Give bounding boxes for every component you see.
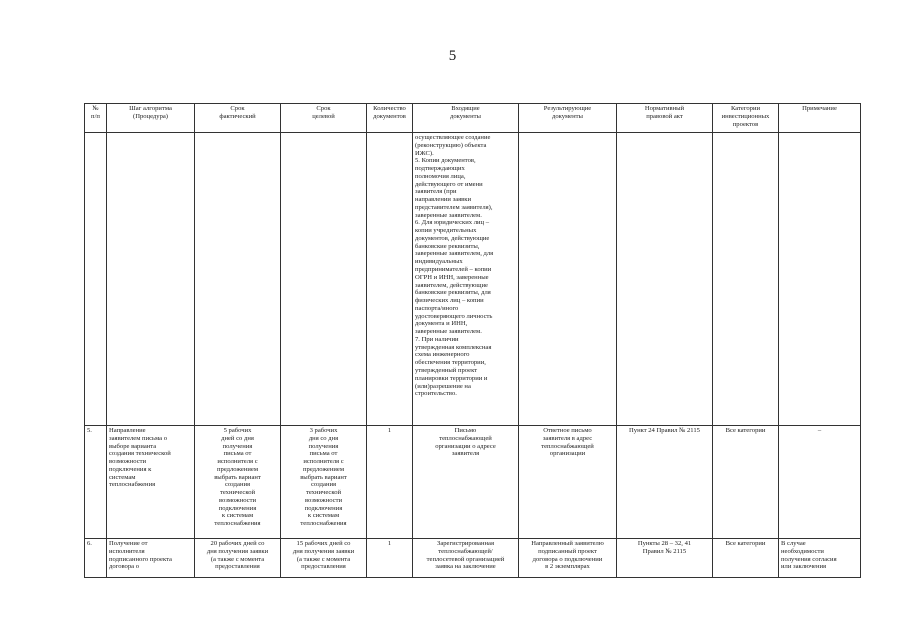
cell-term-actual: 5 рабочих дней со дня получения письма от исполнителя с предложением выбрать вариант создания технической возможности подключения к системам теплоснабжения	[195, 426, 281, 539]
table-row-continuation	[85, 133, 861, 426]
header-number: № п/п	[85, 104, 107, 133]
cell-result-docs: Ответное письмо заявителя в адрес теплоснабжающей организации	[519, 426, 617, 539]
cell-legal-act	[617, 133, 713, 426]
cell-result-docs: Направленный заявителю подписанный проект договора о подключении в 2 экземплярах	[519, 539, 617, 578]
cell-incoming-docs: Письмо теплоснабжающей организации о адресе заявителя	[413, 426, 519, 539]
page-number: 5	[448, 48, 457, 64]
cell-term-target: 3 рабочих дня со дня получения письма от исполнителя с предложением выбрать вариант создания технической возможности подключения к системам теплоснабжения	[281, 426, 367, 539]
procedure-table	[84, 103, 861, 578]
cell-number: 5.	[85, 426, 107, 539]
cell-legal-act: Пункт 24 Правил № 2115	[617, 426, 713, 539]
cell-note: В случае необходимости получения согласия или заключения	[779, 539, 861, 578]
cell-legal-act: Пункты 28 – 32, 41 Правил № 2115	[617, 539, 713, 578]
header-doc-count: Количество документов	[367, 104, 413, 133]
cell-categories	[713, 133, 779, 426]
cell-step	[107, 133, 195, 426]
header-step: Шаг алгоритма (Процедура)	[107, 104, 195, 133]
table-header-row	[85, 104, 861, 133]
cell-note	[779, 133, 861, 426]
header-categories: Категории инвестиционных проектов	[713, 104, 779, 133]
header-note: Примечание	[779, 104, 861, 133]
cell-categories: Все категории	[713, 426, 779, 539]
header-result-docs: Результирующие документы	[519, 104, 617, 133]
cell-doc-count: 1	[367, 539, 413, 578]
header-legal-act: Нормативный правовой акт	[617, 104, 713, 133]
cell-step: Направление заявителем письма о выборе варианта создания технической возможности подключения к системам теплоснабжения	[107, 426, 195, 539]
cell-number: 6.	[85, 539, 107, 578]
cell-term-target	[281, 133, 367, 426]
cell-categories: Все категории	[713, 539, 779, 578]
cell-doc-count	[367, 133, 413, 426]
table-row	[85, 539, 861, 578]
cell-step: Получение от исполнителя подписанного проекта договора о	[107, 539, 195, 578]
cell-doc-count: 1	[367, 426, 413, 539]
header-incoming-docs: Входящие документы	[413, 104, 519, 133]
cell-incoming-docs: Зарегистрированная теплоснабжающей/ теплосетевой организацией заявка на заключение	[413, 539, 519, 578]
header-term-actual: Срок фактический	[195, 104, 281, 133]
cell-incoming-docs: осуществляющее создание (реконструкцию) объекта ИЖС). 5. Копии документов, подтверждающих полномочия лица, действующего от имени заявителя (при направлении заявки представителем заявителя), заверенные заявителем. 6. Для юридических лиц – копии учредительных документов, действующие банковские реквизиты, заверенные заявителем, для индивидуальных предпринимателей – копии ОГРН и ИНН, заверенные заявителем, действующие банковские реквизиты, для физических лиц – копии паспорта/иного удостоверяющего личность документа и ИНН, заверенные заявителем. 7. При наличии утвержденная комплексная схема инженерного обеспечения территории, утвержденный проект планировки территории и (или)разрешение на строительство.	[413, 133, 519, 426]
cell-term-actual: 20 рабочих дней со дня получения заявки (а также с момента предоставления	[195, 539, 281, 578]
cell-term-target: 15 рабочих дней со дня получения заявки (а также с момента предоставления	[281, 539, 367, 578]
header-term-target: Срок целевой	[281, 104, 367, 133]
cell-term-actual	[195, 133, 281, 426]
cell-note: –	[779, 426, 861, 539]
table-row	[85, 426, 861, 539]
cell-result-docs	[519, 133, 617, 426]
cell-number	[85, 133, 107, 426]
